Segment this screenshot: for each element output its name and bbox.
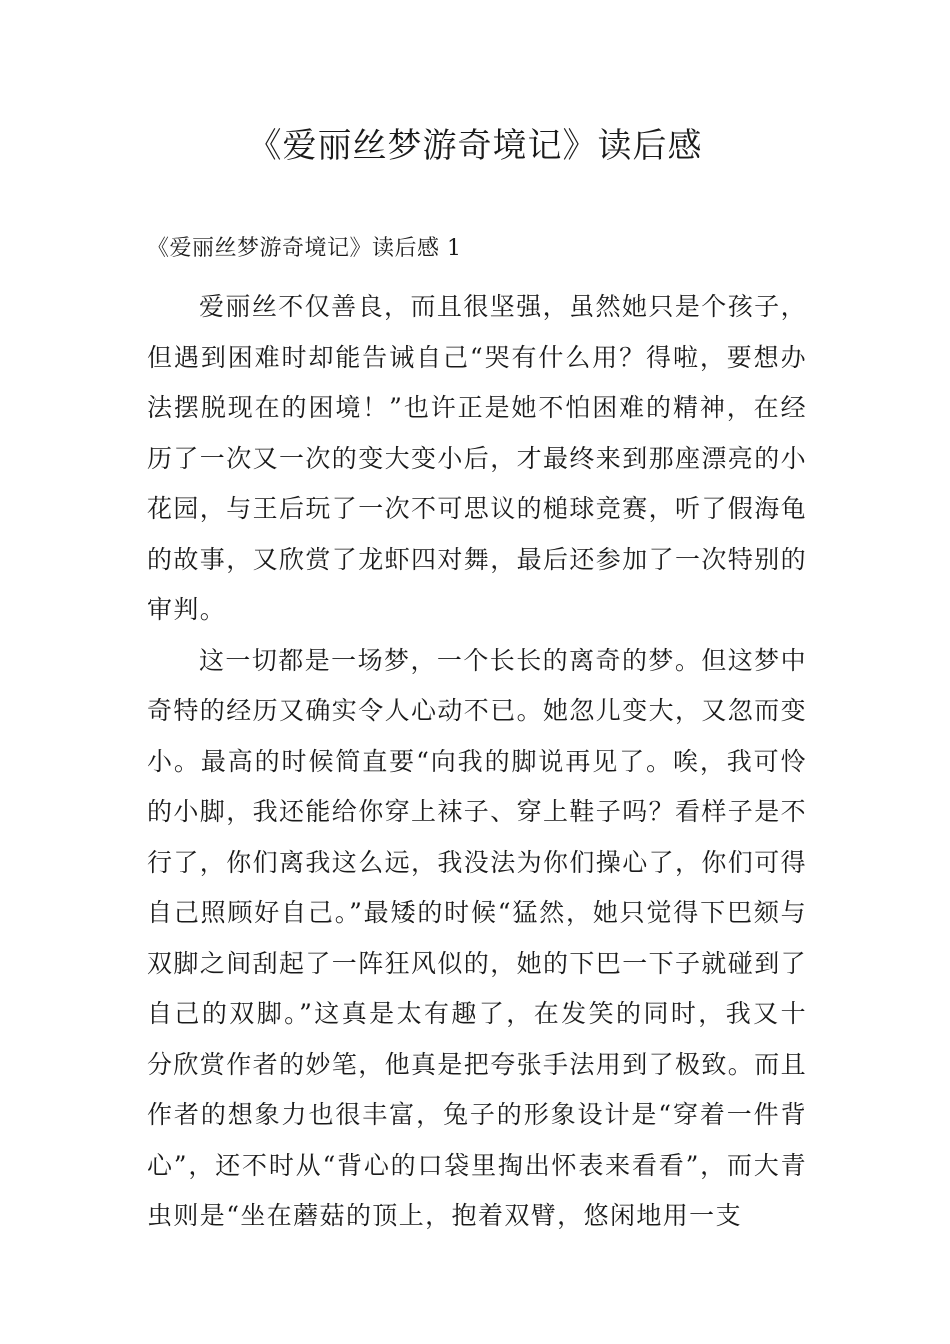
document-title: 《爱丽丝梦游奇境记》读后感 — [247, 126, 703, 166]
document-body — [147, 282, 807, 1242]
paragraph-1: 爱丽丝不仅善良，而且很坚强，虽然她只是个孩子，但遇到困难时却能告诫自己“哭有什么用？得啦，要想办法摆脱现在的困境！”也许正是她不怕困难的精神，在经历了一次又一次的变大变小后，才最终来到那座漂亮的小花园，与王后玩了一次不可思议的槌球竞赛，听了假海龟的故事，又欣赏了龙虾四对舞，最后还参加了一次特别的审判。 — [147, 292, 808, 624]
section-heading: 《爱丽丝梦游奇境记》读后感 1 — [147, 236, 462, 261]
paragraph-2: 这一切都是一场梦，一个长长的离奇的梦。但这梦中奇特的经历又确实令人心动不已。她忽儿变大，又忽而变小。最高的时候简直要“向我的脚说再见了。唉，我可怜的小脚，我还能给你穿上袜子、穿上鞋子吗？看样子是不行了，你们离我这么远，我没法为你们操心了，你们可得自己照顾好自己。”最矮的时候“猛然，她只觉得下巴颏与双脚之间刮起了一阵狂风似的，她的下巴一下子就碰到了自己的双脚。”这真是太有趣了，在发笑的同时，我又十分欣赏作者的妙笔，他真是把夸张手法用到了极致。而且作者的想象力也很丰富，兔子的形象设计是“穿着一件背心”，还不时从“背心的口袋里掏出怀表来看看”，而大青虫则是“坐在蘑菇的顶上，抱着双臂，悠闲地用一支 — [147, 645, 808, 1230]
